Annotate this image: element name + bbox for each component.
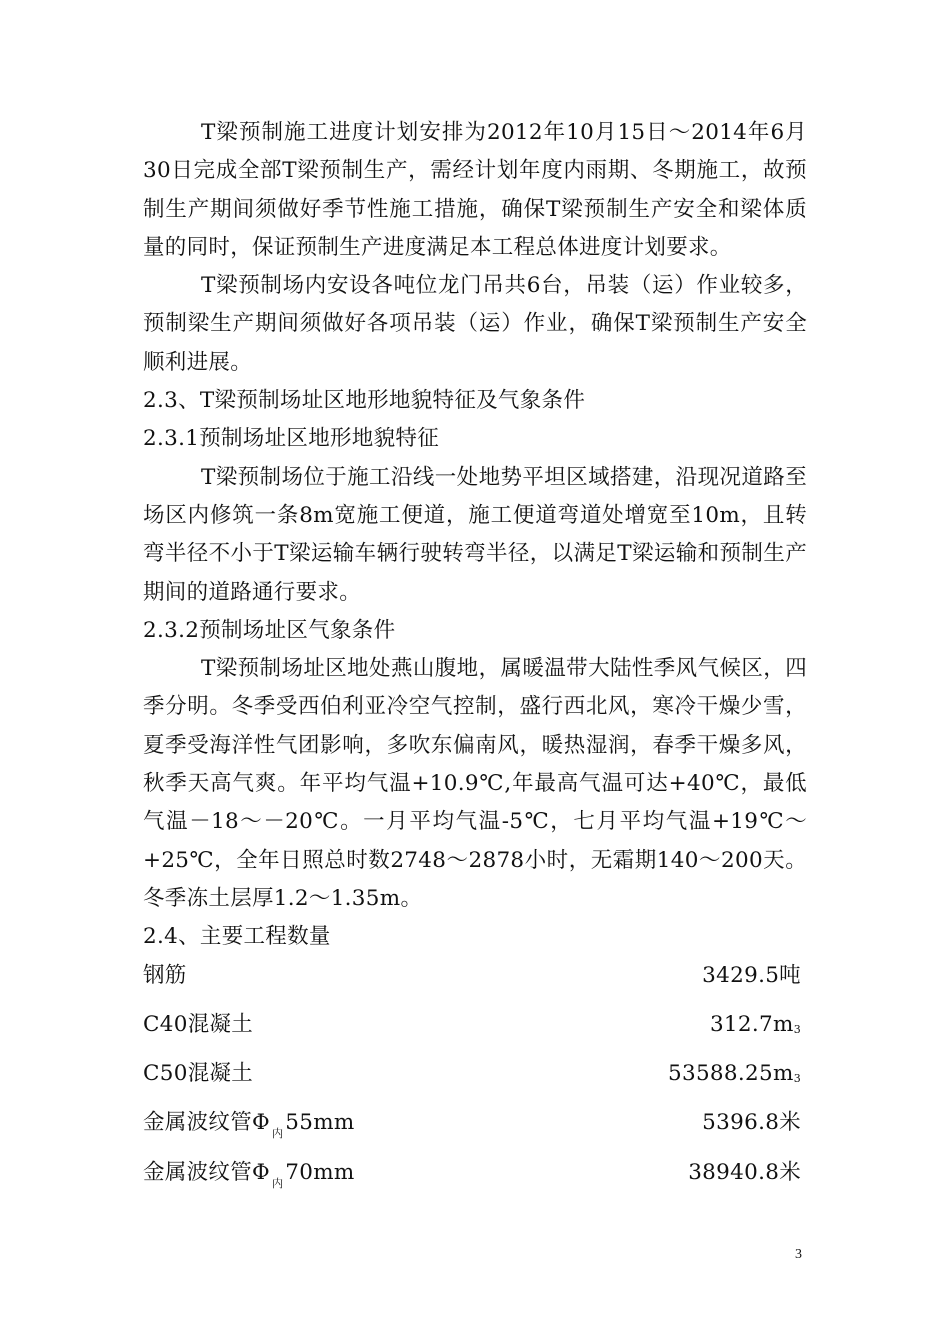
quantity-value: 53588.25m3 <box>668 1061 801 1087</box>
quantity-row <box>143 1055 807 1104</box>
quantity-value: 38940.8米 <box>688 1159 801 1185</box>
quantity-row <box>143 957 807 1006</box>
paragraph-climate: T梁预制场址区地处燕山腹地，属暖温带大陆性季风气候区，四季分明。冬季受西伯利亚冷空气控制，盛行西北风，寒冷干燥少雪，夏季受海洋性气团影响，多吹东偏南风，暖热湿润，春季干燥多风，秋季天高气爽。年平均气温+10.9℃,年最高气温可达+40℃，最低气温－18～－20℃。一月平均气温-5℃，七月平均气温+19℃～+25℃，全年日照总时数2748～2878小时，无霜期140～200天。冬季冻土层厚1.2～1.35m。 <box>143 656 807 911</box>
quantity-item: C50混凝土 <box>143 1061 254 1087</box>
quantity-row <box>143 1006 807 1055</box>
heading-2-3: 2.3、T梁预制场址区地形地貌特征及气象条件 <box>143 388 586 414</box>
paragraph-gantry-cranes: T梁预制场内安设各吨位龙门吊共6台，吊装（运）作业较多，预制梁生产期间须做好各项吊装（运）作业，确保T梁预制生产安全顺利进展。 <box>143 273 807 375</box>
quantity-item: 钢筋 <box>143 962 187 988</box>
paragraph-schedule: T梁预制施工进度计划安排为2012年10月15日～2014年6月30日完成全部T梁预制生产，需经计划年度内雨期、冬期施工，故预制生产期间须做好季节性施工措施，确保T梁预制生产安全和梁体质量的同时，保证预制生产进度满足本工程总体进度计划要求。 <box>143 120 807 260</box>
page-number: 3 <box>795 1247 802 1262</box>
heading-2-4: 2.4、主要工程数量 <box>143 924 331 950</box>
quantity-item: 金属波纹管Φ $_内$70mm <box>143 1159 355 1190</box>
quantity-list <box>143 957 807 1203</box>
quantity-value: 312.7m3 <box>709 1011 801 1037</box>
heading-2-3-2: 2.3.2预制场址区气象条件 <box>143 617 396 643</box>
heading-2-3-1: 2.3.1预制场址区地形地貌特征 <box>143 426 440 452</box>
quantity-row <box>143 1104 807 1153</box>
quantity-item: C40混凝土 <box>143 1011 254 1037</box>
paragraph-terrain: T梁预制场位于施工沿线一处地势平坦区域搭建，沿现况道路至场区内修筑一条8m宽施工便道，施工便道弯道处增宽至10m，且转弯半径不小于T梁运输车辆行驶转弯半径，以满足T梁运输和预制生产期间的道路通行要求。 <box>143 464 807 605</box>
quantity-value: 3429.5吨 <box>702 962 801 988</box>
document-page <box>143 114 807 1203</box>
quantity-value: 5396.8米 <box>702 1110 801 1136</box>
quantity-row <box>143 1154 807 1203</box>
quantity-item: 金属波纹管Φ $_内$55mm <box>143 1110 355 1141</box>
